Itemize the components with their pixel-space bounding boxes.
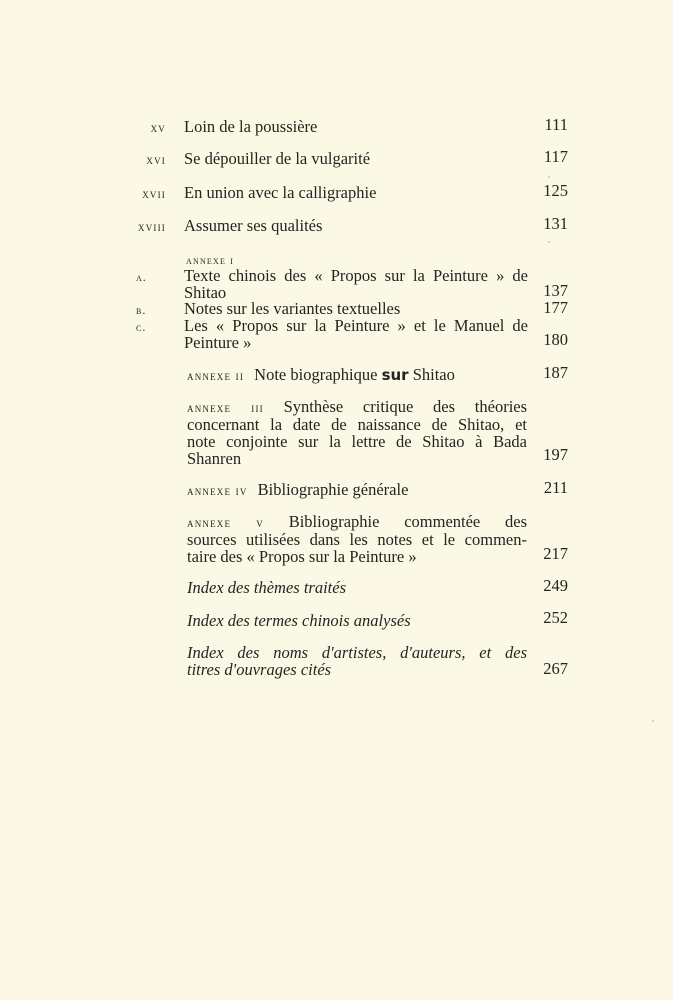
entry-line: Texte chinois des « Propos sur la Peinture » de	[184, 266, 528, 285]
entry-bold-word: sur	[381, 366, 409, 384]
entry-line: Note biographique	[254, 365, 378, 384]
chapter-title: Loin de la poussière	[184, 117, 318, 136]
page-number: 137	[543, 281, 568, 300]
entry-text	[187, 366, 455, 384]
page-number: 252	[543, 608, 568, 627]
chapter-title: En union avec la calligraphie	[184, 183, 377, 202]
annexe-label: annexe ii	[187, 368, 245, 383]
entry-text	[187, 612, 411, 629]
page-number: 180	[543, 330, 568, 349]
entry-line: Index des noms d'artistes, d'auteurs, et des	[187, 643, 527, 662]
annexe-heading: annexe i	[186, 253, 235, 267]
page-number: 267	[543, 659, 568, 678]
annexe-label: annexe v	[187, 515, 264, 530]
page-number: 211	[543, 478, 568, 497]
paper-speck	[548, 241, 550, 243]
entry-line: taire des « Propos sur la Peinture »	[187, 547, 417, 566]
entry-text	[184, 300, 400, 317]
page-number: 131	[543, 214, 568, 233]
entry-line: Shitao	[412, 365, 455, 384]
page-number: 117	[543, 147, 568, 166]
chapter-numeral: xvi	[146, 152, 166, 167]
annexe-label: annexe iii	[187, 400, 264, 415]
entry-line: Bibliographie commentée des	[288, 512, 527, 531]
page-number: 197	[543, 445, 568, 464]
entry-text	[184, 317, 528, 351]
entry-line: Index des termes chinois analysés	[187, 611, 411, 630]
paper-speck	[548, 176, 550, 178]
page-number: 217	[543, 544, 568, 563]
item-letter: a.	[136, 270, 147, 284]
entry-text	[187, 513, 527, 565]
entry-line: Synthèse critique des théories	[283, 397, 528, 416]
entry-line	[187, 398, 527, 416]
page-number: 187	[543, 363, 568, 382]
page-number: 111	[544, 115, 568, 134]
item-letter: c.	[136, 320, 147, 334]
entry-line: Shitao	[184, 283, 227, 302]
entry-line: sources utilisées dans les notes et le commen-	[187, 530, 527, 549]
chapter-numeral: xvii	[142, 186, 166, 201]
entry-text	[187, 398, 527, 467]
entry-text	[184, 267, 528, 301]
annexe-label: annexe iv	[187, 483, 248, 498]
entry-line: concernant la date de naissance de Shitao, et	[187, 415, 527, 434]
paper-speck	[652, 720, 654, 722]
entry-line: Peinture »	[184, 333, 252, 352]
page-number: 177	[543, 298, 568, 317]
entry-line: Notes sur les variantes textuelles	[184, 299, 401, 318]
entry-line: Bibliographie générale	[257, 480, 409, 499]
entry-text	[187, 579, 346, 596]
entry-line: titres d'ouvrages cités	[187, 660, 332, 679]
entry-line: Les « Propos sur la Peinture » et le Manuel de	[184, 316, 528, 335]
entry-line: note conjointe sur la lettre de Shitao à Bada	[187, 432, 527, 451]
entry-line: Shanren	[187, 449, 242, 468]
entry-text	[187, 644, 527, 678]
chapter-numeral: xviii	[138, 219, 166, 234]
entry-text	[187, 481, 408, 499]
item-letter: b.	[136, 303, 147, 317]
entry-line	[187, 513, 527, 531]
entry-line: Index des thèmes traités	[187, 578, 346, 597]
chapter-numeral: xv	[150, 120, 166, 135]
page-number: 249	[543, 576, 568, 595]
page-number: 125	[543, 181, 568, 200]
chapter-title: Assumer ses qualités	[184, 216, 323, 235]
chapter-title: Se dépouiller de la vulgarité	[184, 149, 371, 168]
